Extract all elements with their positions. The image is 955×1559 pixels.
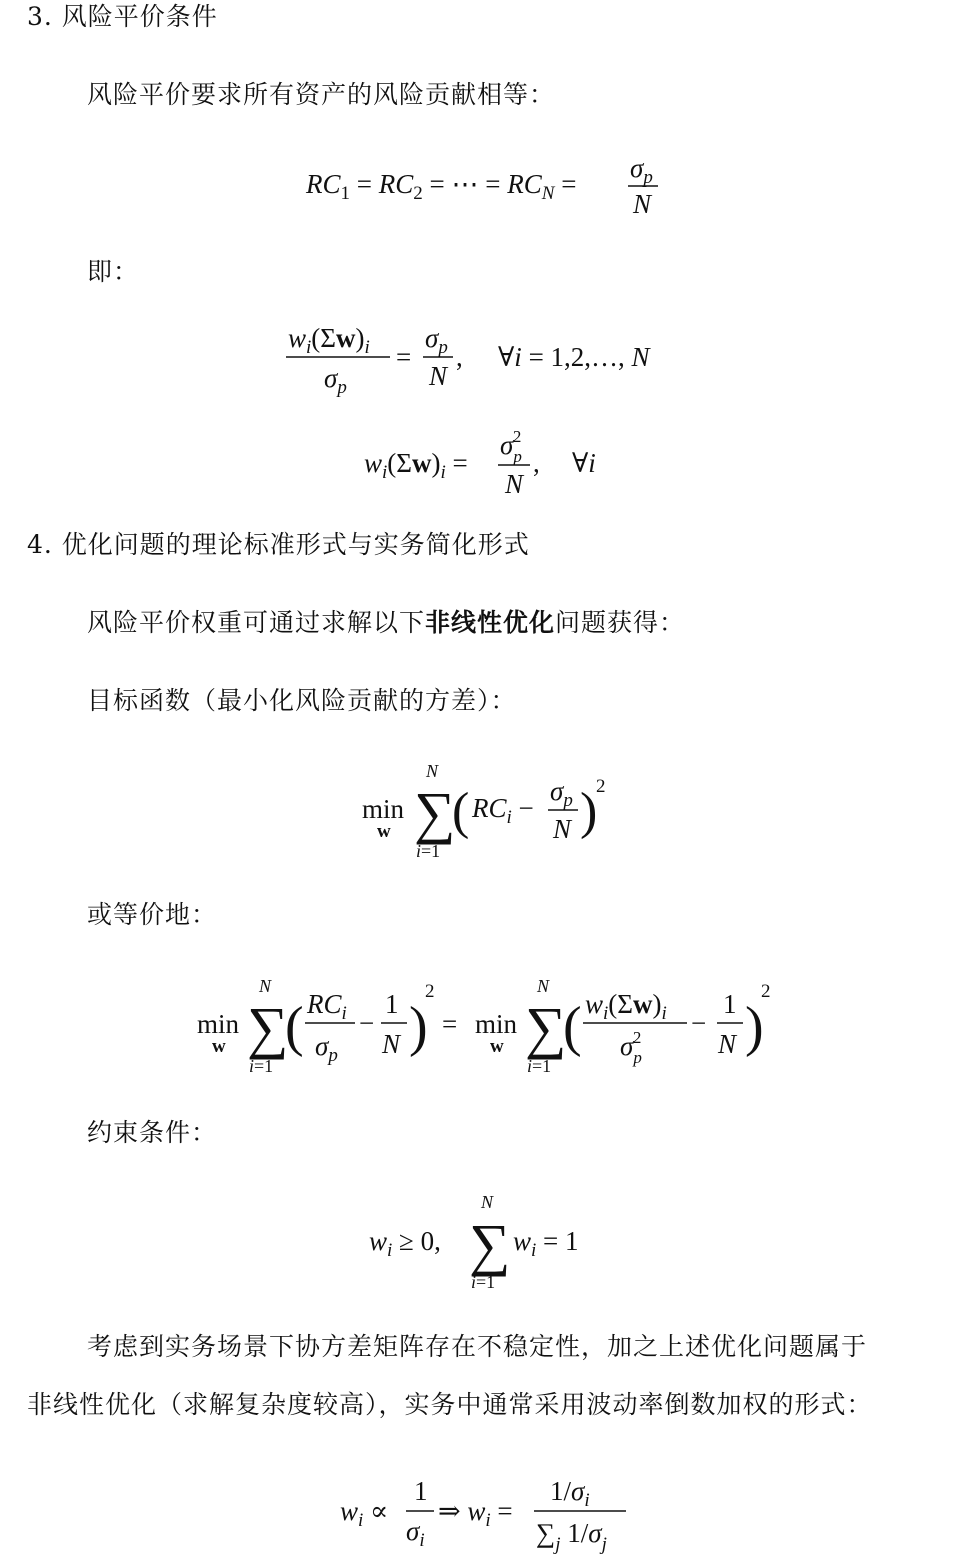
practice-paragraph-line-1: 考虑到实务场景下协方差矩阵存在不稳定性，加之上述优化问题属于 — [87, 1332, 868, 1361]
equation-risk-parity-ratio — [280, 315, 700, 405]
svg-text:∀i: ∀i — [572, 448, 596, 478]
svg-text:−: − — [691, 1008, 707, 1038]
svg-text:N: N — [718, 1029, 737, 1059]
equation-equivalent-objective — [195, 975, 775, 1085]
objective-label: 目标函数（最小化风险贡献的方差）： — [87, 686, 517, 715]
svg-text:): ) — [745, 996, 764, 1058]
svg-text:wi(Σw)i =: $w_i(\Sigma w)_i$ = — [364, 448, 468, 483]
svg-text:σp: $\sigma_p$ — [425, 323, 448, 358]
svg-text:σp2: $\sigma_p2$ — [620, 1028, 642, 1067]
svg-text:,: , — [456, 342, 463, 372]
svg-text:N: N — [481, 1192, 494, 1212]
svg-text:⇒ wi =: ⇒ $w_i$ = — [438, 1496, 513, 1531]
section-4-heading: 4. 优化问题的理论标准形式与实务简化形式 — [27, 530, 530, 559]
svg-text:i=1: i=1 — [416, 841, 441, 861]
svg-text:min: min — [197, 1009, 240, 1039]
svg-text:1: 1 — [385, 989, 399, 1019]
svg-text:N: N — [553, 814, 572, 844]
ie-label: 即： — [87, 257, 140, 286]
svg-text:−: − — [359, 1008, 375, 1038]
svg-text:2: 2 — [596, 776, 606, 797]
svg-text:wi ∝: $w_i$ ∝ — [340, 1496, 389, 1531]
svg-text:σp: $\sigma_p$ — [630, 153, 653, 188]
svg-text:(: ( — [285, 996, 304, 1058]
svg-text:w: w — [490, 1036, 504, 1057]
svg-text:σp: $\sigma_p$ — [550, 776, 573, 811]
svg-text:N: N — [537, 976, 550, 996]
svg-text:σp: $\sigma_p$ — [315, 1031, 338, 1066]
svg-text:N: N — [426, 761, 439, 781]
svg-text:min: min — [362, 794, 405, 824]
equation-objective-function — [360, 760, 620, 870]
svg-text:1: 1 — [414, 1476, 428, 1506]
svg-text:∑: ∑ — [525, 995, 567, 1060]
intro-text-bold: 非线性优化 — [425, 608, 556, 637]
equation-inverse-volatility — [338, 1470, 638, 1555]
section-4-intro — [87, 608, 685, 638]
svg-text:i=1: i=1 — [527, 1056, 552, 1076]
svg-text:∑: ∑ — [414, 780, 456, 845]
svg-text:wi(Σw)i: $w_i(\Sigma w)_i$ — [288, 323, 370, 358]
svg-text:N: N — [429, 361, 448, 391]
svg-text:RCi −: $RC_i$ − — [472, 793, 534, 828]
svg-text:σp: $\sigma_p$ — [324, 363, 347, 398]
svg-text:N: N — [259, 976, 272, 996]
svg-text:i=1: i=1 — [249, 1056, 274, 1076]
svg-text:RCi: $RC_i$ — [307, 989, 347, 1024]
svg-text:1: 1 — [723, 989, 737, 1019]
svg-text:,: , — [533, 448, 540, 478]
svg-text:2: 2 — [425, 981, 435, 1002]
svg-text:∑: ∑ — [247, 995, 289, 1060]
svg-text:∀i = 1,2,…, N: ∀i = 1,2,…, N — [498, 342, 650, 372]
svg-text:N: N — [382, 1029, 401, 1059]
svg-text:N: N — [505, 469, 524, 499]
svg-text:2: 2 — [761, 981, 771, 1002]
equation-risk-parity-product — [360, 420, 620, 500]
svg-text:min: min — [475, 1009, 518, 1039]
svg-text:wi ≥ 0,: $w_i \ge 0$, — [369, 1226, 441, 1261]
intro-text-before: 风险平价权重可通过求解以下 — [87, 608, 426, 637]
intro-text-after: 问题获得： — [555, 608, 686, 637]
svg-text:1/σi: $1/\sigma_i$ — [550, 1476, 590, 1511]
svg-text:σi: $\sigma_i$ — [406, 1516, 425, 1551]
svg-text:): ) — [409, 996, 428, 1058]
section-3-heading: 3. 风险平价条件 — [27, 2, 218, 31]
equation-constraints — [365, 1188, 615, 1298]
svg-text:N: N — [633, 189, 652, 219]
equivalent-label: 或等价地： — [87, 900, 218, 929]
svg-text:∑j 1/σj: $\sum_j$ $1/\sigma_j$ — [536, 1518, 607, 1555]
svg-text:σp2: $\sigma_p2$ — [500, 427, 522, 466]
svg-text:=: = — [442, 1009, 458, 1039]
svg-text:=: = — [396, 342, 412, 372]
svg-text:(: ( — [563, 996, 582, 1058]
svg-text:): ) — [580, 783, 598, 840]
svg-text:w: w — [212, 1036, 226, 1057]
section-3-intro: 风险平价要求所有资产的风险贡献相等： — [87, 80, 556, 109]
svg-text:wi = 1: $w_i = 1$ — [513, 1226, 579, 1261]
practice-paragraph-line-2: 非线性优化（求解复杂度较高），实务中通常采用波动率倒数加权的形式： — [27, 1390, 873, 1419]
svg-text:i=1: i=1 — [471, 1272, 496, 1292]
svg-text:(: ( — [452, 783, 470, 840]
svg-text:RC1 = RC2 = ⋯ = RCN =: $RC_1 = RC_2$ = ⋯ = $RC_N$ = — [306, 169, 577, 204]
svg-text:w: w — [377, 821, 391, 842]
equation-risk-contribution-equal — [300, 145, 680, 225]
svg-text:∑: ∑ — [469, 1212, 511, 1277]
svg-text:wi(Σw)i: $w_i(\Sigma w)_i$ — [585, 989, 667, 1024]
constraints-label: 约束条件： — [87, 1118, 218, 1147]
